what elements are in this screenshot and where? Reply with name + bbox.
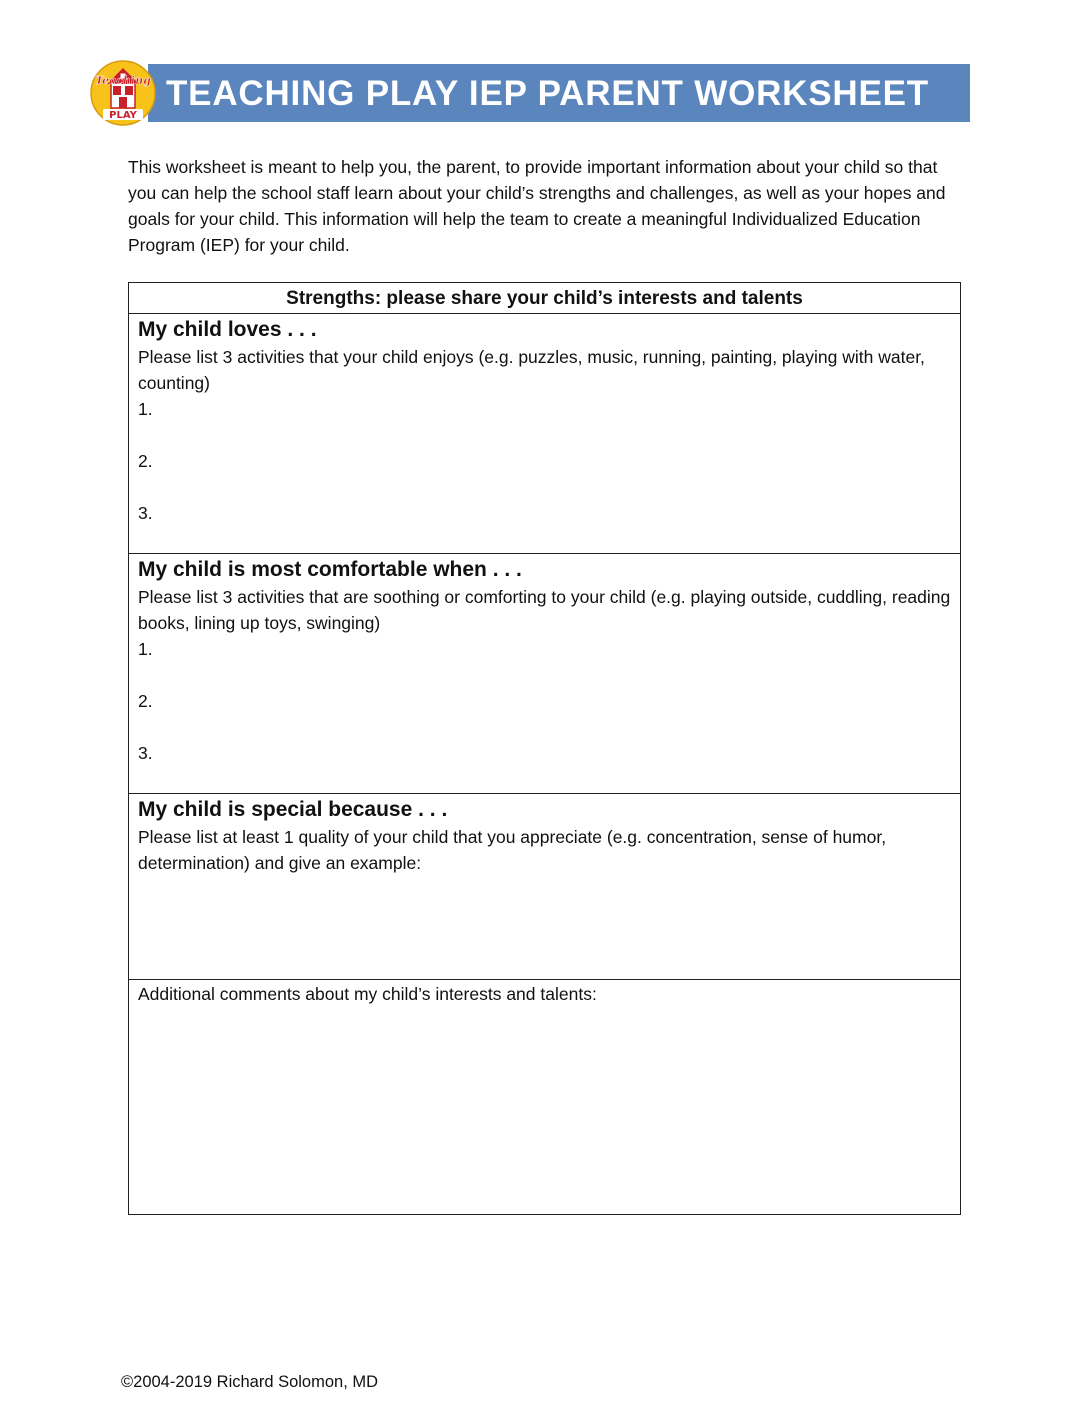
section-instructions: Please list 3 activities that your child enjoys (e.g. puzzles, music, running, painting, playing with water, counting) (138, 347, 925, 393)
list-item-3: 3. (138, 743, 153, 763)
copyright-footer: ©2004-2019 Richard Solomon, MD (121, 1373, 379, 1391)
page-header (88, 58, 972, 128)
section-additional-comments[interactable] (129, 980, 961, 1215)
section-my-child-loves[interactable] (129, 314, 961, 554)
list-item-2: 2. (138, 451, 153, 471)
list-item-1: 1. (138, 399, 153, 419)
section-instructions: Please list 3 activities that are soothing or comforting to your child (e.g. playing outside, cuddling, reading books, lining up toys, swinging) (138, 587, 951, 633)
strengths-table (128, 282, 961, 1215)
list-item-2: 2. (138, 691, 153, 711)
teaching-play-logo (90, 60, 156, 126)
list-item-1: 1. (138, 639, 153, 659)
section-title: My child loves . . . (138, 318, 317, 341)
page-title: TEACHING PLAY IEP PARENT WORKSHEET (166, 74, 929, 113)
section-most-comfortable-when[interactable] (129, 554, 961, 794)
svg-text:PLAY: PLAY (109, 110, 137, 121)
section-special-because[interactable] (129, 794, 961, 980)
section-title: My child is special because . . . (138, 798, 448, 821)
svg-text:Teaching: Teaching (95, 74, 151, 87)
additional-comments-label: Additional comments about my child’s interests and talents: (138, 984, 597, 1004)
table-heading: Strengths: please share your child’s interests and talents (129, 283, 961, 314)
list-item-3: 3. (138, 503, 153, 523)
section-title: My child is most comfortable when . . . (138, 558, 522, 581)
section-instructions: Please list at least 1 quality of your child that you appreciate (e.g. concentration, sense of humor, determination) and give an example: (138, 827, 887, 873)
intro-paragraph: This worksheet is meant to help you, the parent, to provide important information about your child so that you can help the school staff learn about your child’s strengths and challenges, as well as your hopes and goals for your child. This information will help the team to create a meaningful Individualized Education Program (IEP) for your child. (128, 157, 946, 255)
